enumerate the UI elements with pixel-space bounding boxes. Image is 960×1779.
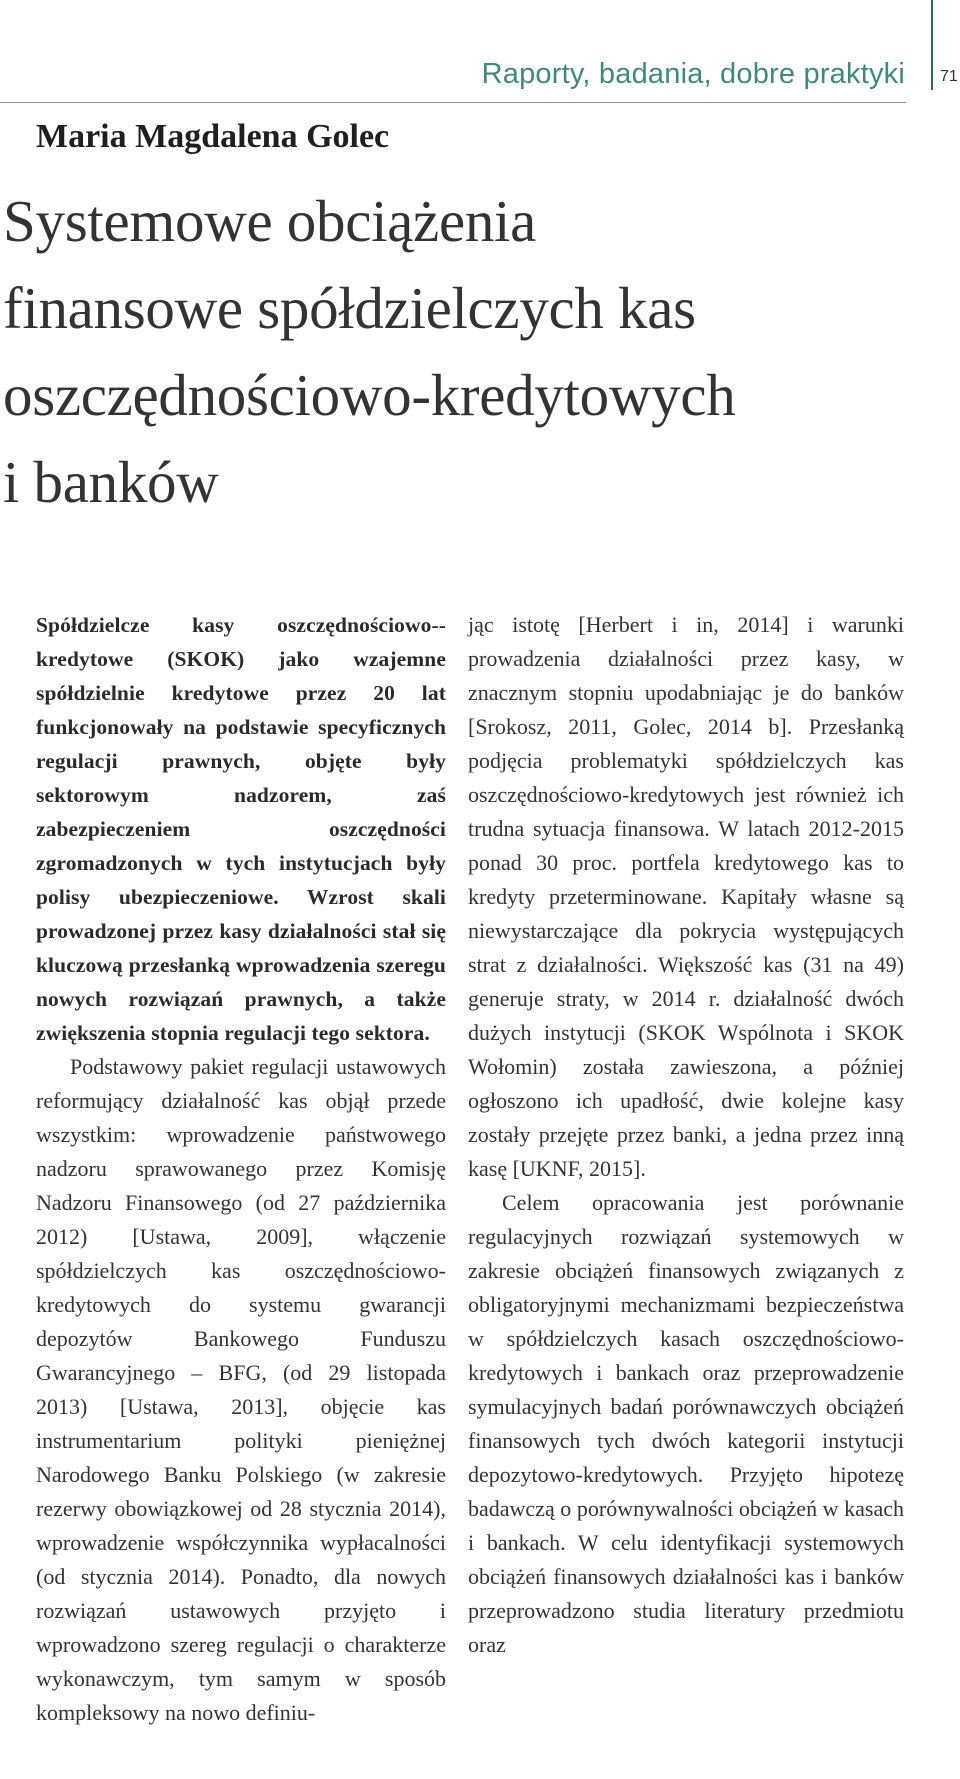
right-column bbox=[468, 608, 904, 1662]
body-paragraph: Celem opracowania jest porównanie regulacyjnych rozwiązań systemowych w zakresie obciążeń finansowych związanych z obligatoryjnymi mechanizmami bezpieczeństwa w spółdzielczych kasach oszczędnościowo-kredytowych i bankach oraz przeprowadzenie symulacyjnych badań porównawczych obciążeń finansowych tych dwóch kategorii instytucji depozytowo-kredytowych. Przyjęto hipotezę badawczą o porównywalności obciążeń w kasach i bankach. W celu identyfikacji systemowych obciążeń finansowych działalności kas i banków przeprowadzono studia literatury przedmiotu oraz bbox=[468, 1190, 904, 1657]
title-line: finansowe spółdzielczych kas bbox=[3, 275, 696, 341]
body-paragraph: Podstawowy pakiet regulacji ustawowych reformujący działalność kas objął przede wszystkim: wprowadzenie państwowego nadzoru sprawowanego przez Komisję Nadzoru Finansowego (od 27 października 2012) [Ustawa, 2009], włączenie spółdzielczych kas oszczędnościowo-kredytowych do systemu gwarancji depozytów Bankowego Funduszu Gwarancyjnego – BFG, (od 29 listopada 2013) [Ustawa, 2013], objęcie kas instrumentarium polityki pieniężnej Narodowego Banku Polskiego (w zakresie rezerwy obowiązkowej od 28 stycznia 2014), wprowadzenie współczynnika wypłacalności (od stycznia 2014). Ponadto, dla nowych rozwiązań ustawowych przyjęto i wprowadzono szereg regulacji o charakterze wykonawczym, tym samym w sposób kompleksowy na nowo definiu- bbox=[36, 1054, 446, 1725]
lead-paragraph: Spółdzielcze kasy oszczędnościowo--kredytowe (SKOK) jako wzajemne spółdzielnie kredytowe przez 20 lat funkcjonowały na podstawie specyficznych regulacji prawnych, objęte były sektorowym nadzorem, zaś zabezpieczeniem oszczędności zgromadzonych w tych instytucjach były polisy ubezpieczeniowe. Wzrost skali prowadzonej przez kasy działalności stał się kluczową przesłanką wprowadzenia szeregu nowych rozwiązań prawnych, a także zwiększenia stopnia regulacji tego sektora. bbox=[36, 613, 446, 1045]
article-title bbox=[3, 178, 903, 526]
page-number: 71 bbox=[940, 68, 958, 85]
header-rule bbox=[0, 102, 906, 103]
title-line: i banków bbox=[3, 449, 219, 515]
title-line: Systemowe obciążenia bbox=[3, 188, 537, 254]
body-paragraph: jąc istotę [Herbert i in, 2014] i warunki prowadzenia działalności przez kasy, w znacznym stopniu upodabniając je do banków [Srokosz, 2011, Golec, 2014 b]. Przesłanką podjęcia problematyki spółdzielczych kas oszczędnościowo-kredytowych jest również ich trudna sytuacja finansowa. W latach 2012-2015 ponad 30 proc. portfela kredytowego kas to kredyty przeterminowane. Kapitały własne są niewystarczające dla pokrycia występujących strat z działalności. Większość kas (31 na 49) generuje straty, w 2014 r. działalność dwóch dużych instytucji (SKOK Wspólnota i SKOK Wołomin) została zawieszona, a później ogłoszono ich upadłość, dwie kolejne kasy zostały przejęte przez banki, a jedna przez inną kasę [UKNF, 2015]. bbox=[468, 612, 904, 1181]
author-name: Maria Magdalena Golec bbox=[36, 118, 390, 155]
left-column bbox=[36, 608, 446, 1730]
running-head-section: Raporty, badania, dobre praktyki bbox=[481, 58, 905, 90]
title-line: oszczędnościowo-kredytowych bbox=[3, 362, 736, 428]
section-marker-bar bbox=[931, 0, 933, 90]
